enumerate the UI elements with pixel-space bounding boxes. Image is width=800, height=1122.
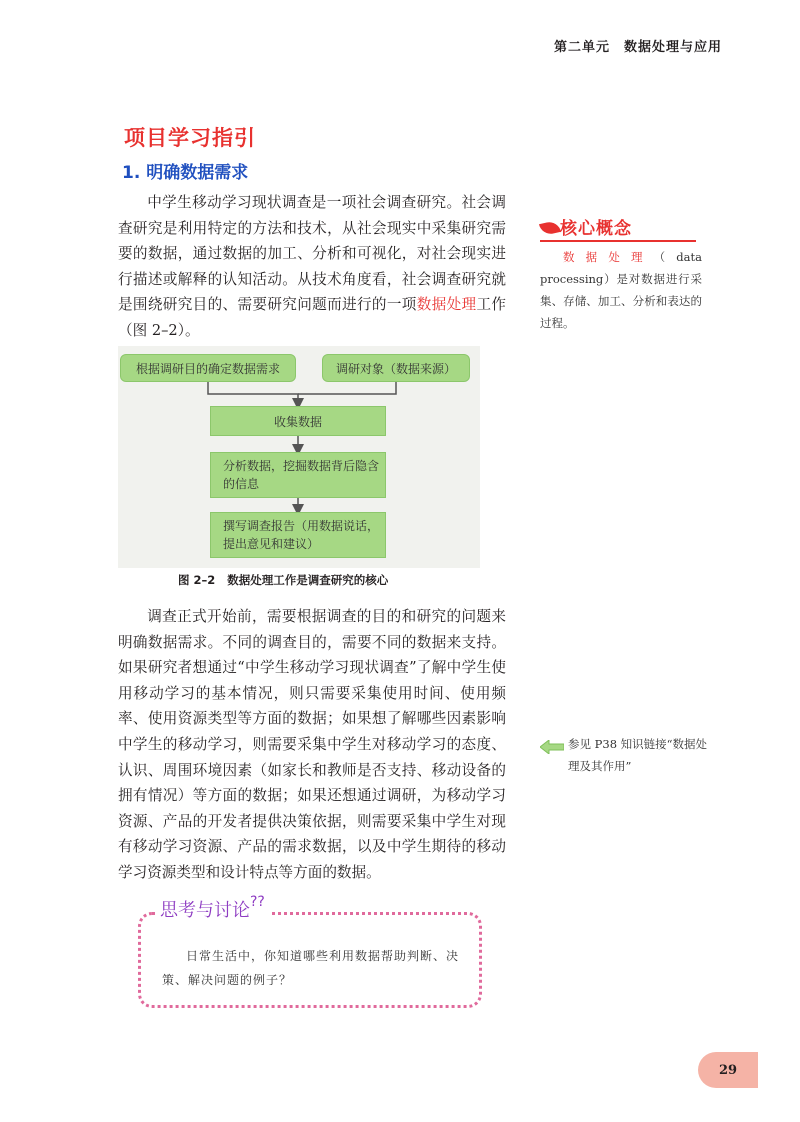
intro-paragraph — [118, 190, 506, 344]
discussion-title — [156, 896, 269, 922]
unit-topic: 数据处理与应用 — [623, 40, 722, 55]
leaf-icon — [539, 220, 561, 236]
core-concept-header — [540, 214, 696, 242]
caption-number: 图 2–2 — [178, 573, 216, 587]
intro-text: 中学生移动学习现状调查是一项社会调查研究。社会调查研究是利用特定的方法和技术，从社会现实中采集研究需要的数据，通过数据的加工、分析和可视化，对社会现实进行描述或解释的认知活动。从技术角度看，社会调查研究就是围绕研究目的、需要研究问题而进行的一项 — [118, 194, 506, 314]
core-concept-definition — [540, 246, 702, 334]
question-marks-icon: ?? — [250, 894, 265, 910]
running-header — [554, 36, 722, 55]
highlighted-term: 数据处理 — [416, 296, 477, 314]
arrow-need-to-collect — [208, 382, 298, 404]
discussion-title-text: 思考与讨论 — [160, 900, 250, 921]
caption-text: 数据处理工作是调查研究的核心 — [227, 573, 389, 587]
flow-box-data-needs: 根据调研目的确定数据需求 — [120, 354, 296, 382]
section-title: 项目学习指引 — [124, 126, 256, 150]
flow-box-analyze-data: 分析数据，挖掘数据背后隐含的信息 — [210, 452, 386, 498]
data-needs-paragraph: 调查正式开始前，需要根据调查的目的和研究的问题来明确数据需求。不同的调查目的，需要不同的数据来支持。如果研究者想通过“中学生移动学习现状调查”了解中学生使用移动学习的基本情况，则只需要采集使用时间、使用频率、使用资源类型等方面的数据；如果想了解哪些因素影响中学生的移动学习，则需要采集中学生对移动学习的态度、认识、周围环境因素（如家长和教师是否支持、移动设备的拥有情况）等方面的数据；如果还想通过调研，为移动学习资源、产品的开发者提供决策依据，则需要采集中学生对现有移动学习资源、产品的需求数据，以及中学生期待的移动学习资源类型和设计特点等方面的数据。 — [118, 608, 506, 881]
discussion-question: 日常生活中，你知道哪些利用数据帮助判断、决策、解决问题的例子？ — [162, 949, 460, 987]
flowchart-figure — [118, 346, 480, 568]
left-arrow-icon — [540, 740, 564, 754]
page-number: 29 — [698, 1052, 758, 1088]
core-concept-title: 核心概念 — [560, 219, 632, 239]
figure-caption — [178, 572, 388, 588]
arrow-source-to-collect — [298, 382, 396, 394]
core-definition-text: （data processing）是对数据进行采集、存储、加工、分析和表达的过程。 — [540, 250, 702, 330]
flow-box-write-report: 撰写调查报告（用数据说话，提出意见和建议） — [210, 512, 386, 558]
subsection-title: 1. 明确数据需求 — [122, 163, 249, 183]
flow-box-data-source: 调研对象（数据来源） — [322, 354, 470, 382]
core-term: 数据处理 — [563, 250, 654, 264]
intro-text-end: 工作（图 2–2）。 — [118, 296, 506, 339]
flow-box-collect-data: 收集数据 — [210, 406, 386, 436]
unit-label: 第二单元 — [553, 40, 610, 55]
cross-reference-note: 参见 P38 知识链接“数据处理及其作用” — [568, 737, 708, 773]
